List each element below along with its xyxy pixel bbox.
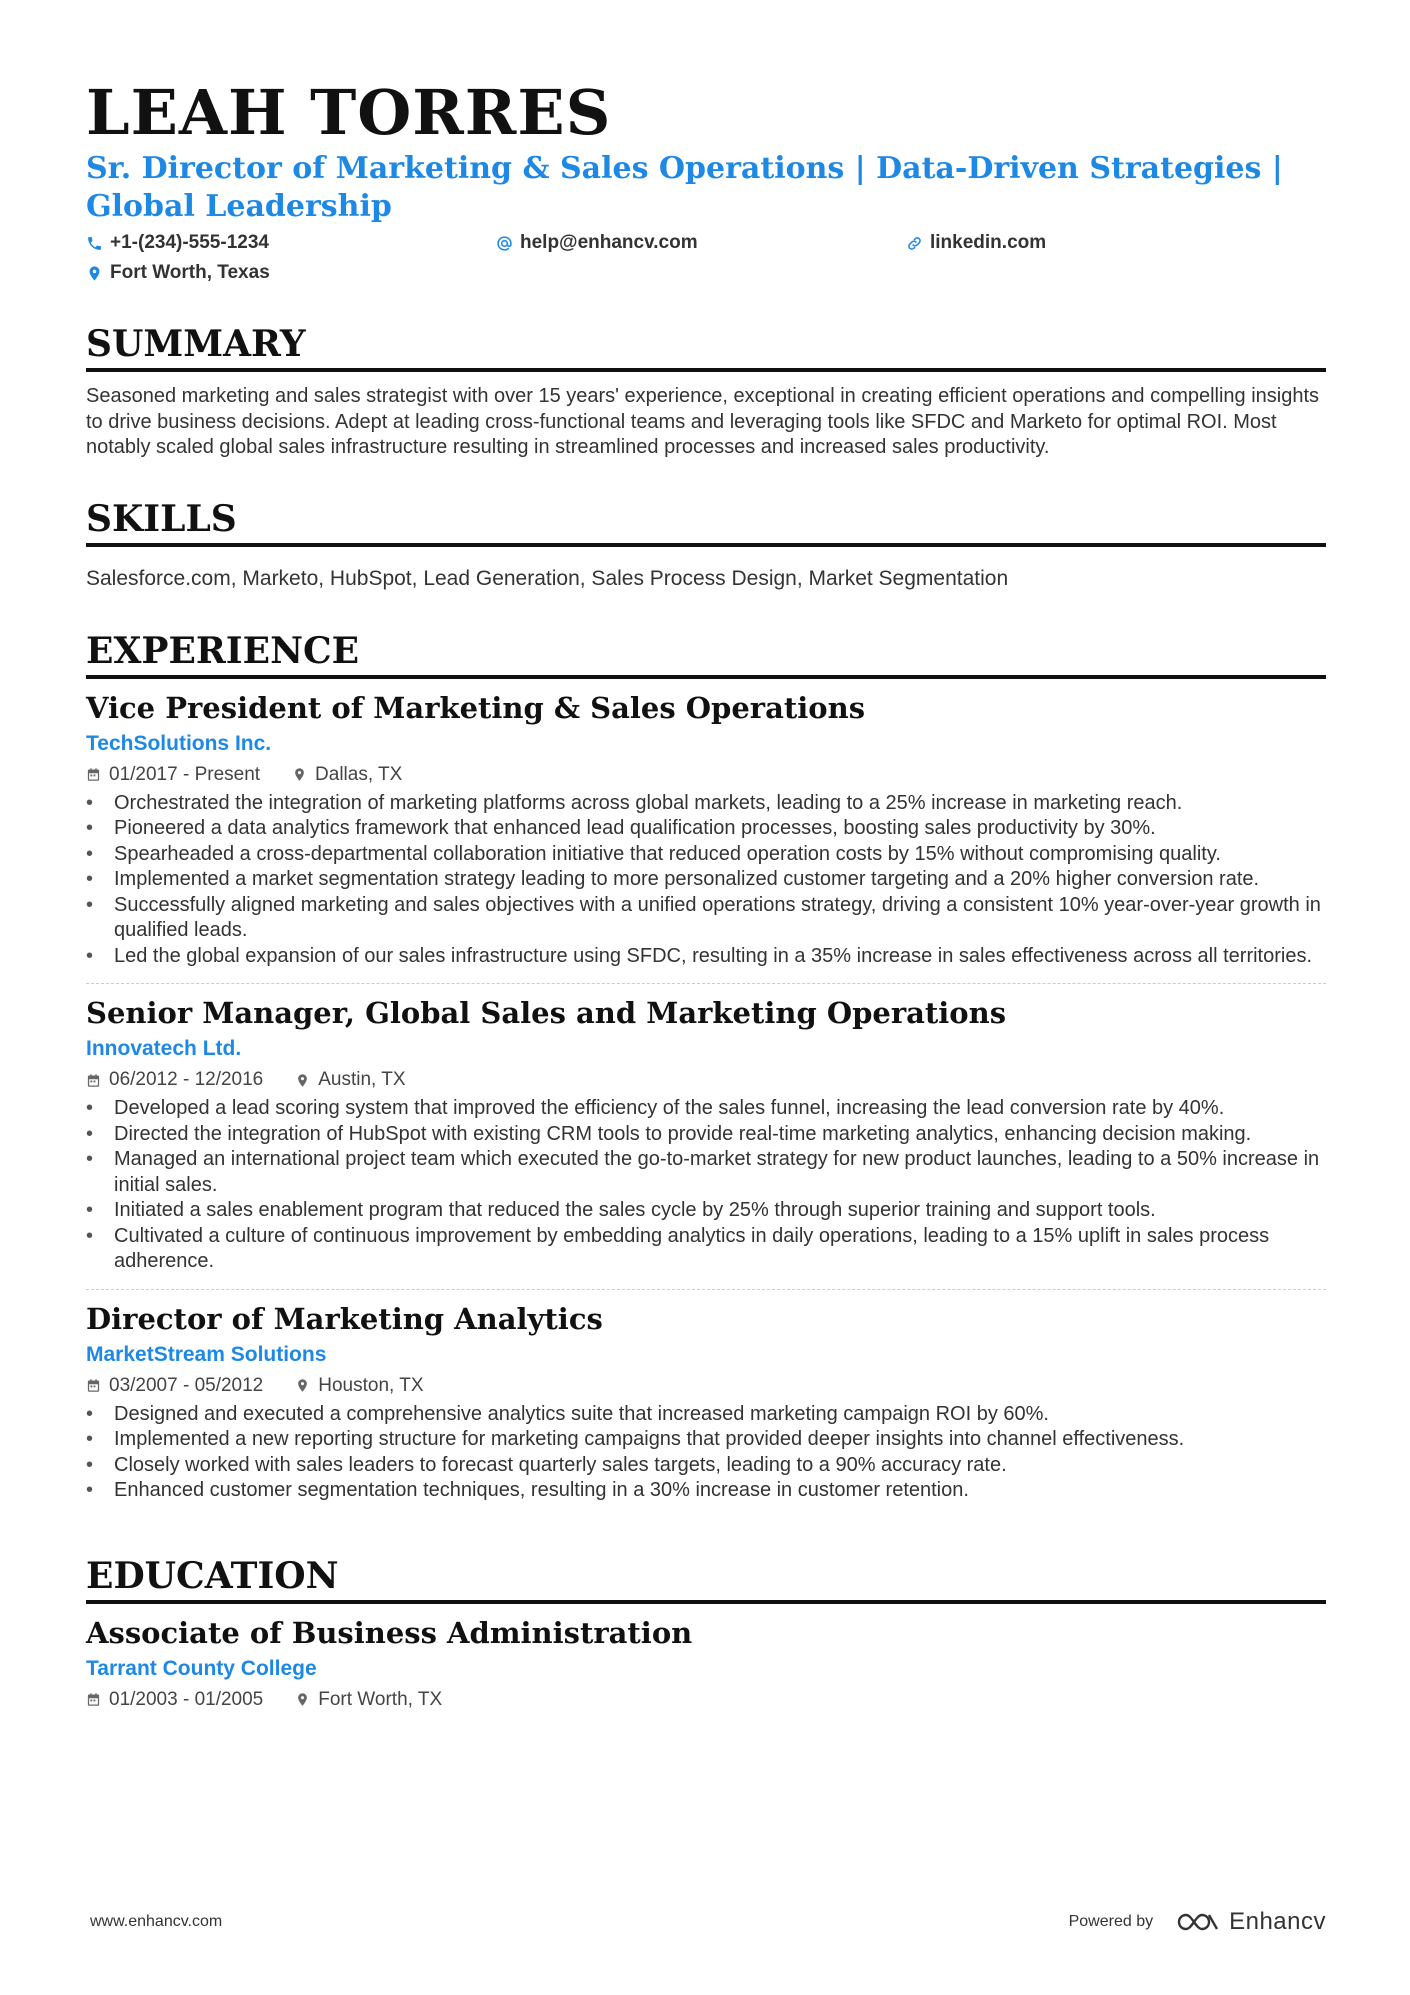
job-bullet: • Pioneered a data analytics framework that enhanced lead qualification processes, boosting sales productivity by 30%. [86, 816, 1326, 842]
job-bullet: • Developed a lead scoring system that improved the efficiency of the sales funnel, increasing the lead conversion rate by 40%. [86, 1096, 1326, 1122]
enhancv-logo [1175, 1908, 1326, 1936]
education-dates [86, 1686, 263, 1714]
enhancv-logo-icon [1175, 1910, 1221, 1934]
footer-url[interactable]: www.enhancv.com [90, 1913, 223, 1930]
education-entry [86, 1604, 1326, 1714]
job-dates [86, 1372, 263, 1400]
location-text: Fort Worth, Texas [110, 262, 270, 283]
education-location-text: Fort Worth, TX [318, 1688, 443, 1710]
job-bullet: • Initiated a sales enablement program that reduced the sales cycle by 25% through superior training and support tools. [86, 1198, 1326, 1224]
job-bullet: • Cultivated a culture of continuous improvement by embedding analytics in daily operations, leading to a 15% uplift in sales process adherence. [86, 1224, 1326, 1275]
experience-heading: EXPERIENCE [86, 629, 1326, 679]
job-bullet: • Led the global expansion of our sales infrastructure using SFDC, resulting in a 35% increase in sales effectiveness across all territories. [86, 944, 1326, 970]
phone-text: +1-(234)-555-1234 [110, 232, 269, 253]
enhancv-logo-text: Enhancv [1229, 1908, 1326, 1935]
contact-linkedin[interactable] [906, 230, 1326, 256]
contact-email[interactable] [496, 230, 906, 256]
experience-entry [86, 984, 1326, 1290]
job-title: Vice President of Marketing & Sales Operations [86, 690, 866, 725]
job-dates-text: 06/2012 - 12/2016 [109, 1069, 264, 1090]
education-section [86, 1554, 1326, 1714]
skills-section [86, 497, 1326, 593]
skills-heading: SKILLS [86, 497, 1326, 547]
job-dates-text: 03/2007 - 05/2012 [109, 1374, 264, 1396]
location-pin-icon [86, 265, 103, 282]
job-meta [86, 1066, 1326, 1094]
job-location [295, 1066, 405, 1094]
degree-title: Associate of Business Administration [86, 1615, 693, 1650]
candidate-headline: Sr. Director of Marketing & Sales Operations | Data-Driven Strategies | Global Leadership [86, 151, 1283, 224]
location-pin-icon [292, 767, 307, 782]
job-location [292, 761, 402, 789]
contact-info [86, 230, 1326, 286]
school-name: Tarrant County College [86, 1656, 317, 1680]
summary-section [86, 322, 1326, 461]
candidate-name: LEAH TORRES [86, 76, 612, 149]
company-name: MarketStream Solutions [86, 1342, 327, 1366]
location-pin-icon [295, 1378, 310, 1393]
job-title: Director of Marketing Analytics [86, 1301, 603, 1336]
job-bullet: • Orchestrated the integration of marketing platforms across global markets, leading to a 25% increase in marketing reach. [86, 791, 1326, 817]
at-icon [496, 235, 513, 252]
job-dates [86, 761, 260, 789]
job-bullet: • Designed and executed a comprehensive analytics suite that increased marketing campaign ROI by 60%. [86, 1402, 1326, 1428]
job-bullet: • Directed the integration of HubSpot with existing CRM tools to provide real-time marketing analytics, enhancing decision making. [86, 1122, 1326, 1148]
company-name: TechSolutions Inc. [86, 731, 272, 755]
education-meta [86, 1686, 1326, 1714]
job-bullet: • Enhanced customer segmentation techniques, resulting in a 30% increase in customer retention. [86, 1478, 1326, 1504]
job-bullets [86, 1096, 1326, 1275]
powered-by [1069, 1908, 1326, 1936]
job-bullet: • Implemented a market segmentation strategy leading to more personalized customer targeting and a 20% higher conversion rate. [86, 867, 1326, 893]
email-text: help@enhancv.com [520, 232, 698, 253]
job-bullets [86, 1402, 1326, 1504]
summary-heading: SUMMARY [86, 322, 1326, 372]
job-dates [86, 1066, 263, 1094]
page-footer [90, 1908, 1326, 1936]
contact-phone[interactable] [86, 230, 496, 256]
job-location-text: Houston, TX [318, 1374, 424, 1396]
job-location-text: Austin, TX [318, 1069, 406, 1090]
job-bullet: • Implemented a new reporting structure for marketing campaigns that provided deeper insights into channel effectiveness. [86, 1427, 1326, 1453]
job-bullets [86, 791, 1326, 970]
location-pin-icon [295, 1073, 310, 1088]
job-bullet: • Closely worked with sales leaders to forecast quarterly sales targets, leading to a 90% accuracy rate. [86, 1453, 1326, 1479]
experience-entry [86, 1290, 1326, 1518]
calendar-icon [86, 1378, 101, 1393]
experience-section [86, 629, 1326, 1518]
skills-text: Salesforce.com, Marketo, HubSpot, Lead Generation, Sales Process Design, Market Segmentation [86, 566, 1009, 590]
job-meta [86, 1372, 1326, 1400]
experience-entry [86, 679, 1326, 985]
summary-text: Seasoned marketing and sales strategist with over 15 years' experience, exceptional in creating efficient operations and compelling insights to drive business decisions. Adept at leading cross-functional teams and leveraging tools like SFDC and Marketo for optimal ROI. Most notably scaled global sales infrastructure resulting in streamlined processes and increased sales productivity. [86, 385, 1320, 458]
job-bullet: • Managed an international project team which executed the go-to-market strategy for new product launches, leading to a 50% increase in initial sales. [86, 1147, 1326, 1198]
company-name: Innovatech Ltd. [86, 1037, 242, 1060]
contact-location [86, 260, 496, 286]
job-dates-text: 01/2017 - Present [109, 763, 261, 785]
job-bullet: • Spearheaded a cross-departmental collaboration initiative that reduced operation costs by 15% without compromising quality. [86, 842, 1326, 868]
job-location [295, 1372, 423, 1400]
powered-by-label: Powered by [1068, 1913, 1154, 1930]
phone-icon [86, 235, 103, 252]
job-location-text: Dallas, TX [315, 763, 403, 785]
jobs-list [86, 679, 1326, 1518]
job-meta [86, 761, 1326, 789]
location-pin-icon [295, 1692, 310, 1707]
education-dates-text: 01/2003 - 01/2005 [109, 1688, 264, 1710]
calendar-icon [86, 1073, 101, 1088]
linkedin-text: linkedin.com [930, 232, 1047, 253]
calendar-icon [86, 767, 101, 782]
calendar-icon [86, 1692, 101, 1707]
education-location [295, 1686, 442, 1714]
job-bullet: • Successfully aligned marketing and sales objectives with a unified operations strategy, driving a consistent 10% year-over-year growth in qualified leads. [86, 893, 1326, 944]
link-icon [906, 235, 923, 252]
education-heading: EDUCATION [86, 1554, 1326, 1604]
job-title: Senior Manager, Global Sales and Marketing Operations [86, 996, 1007, 1030]
